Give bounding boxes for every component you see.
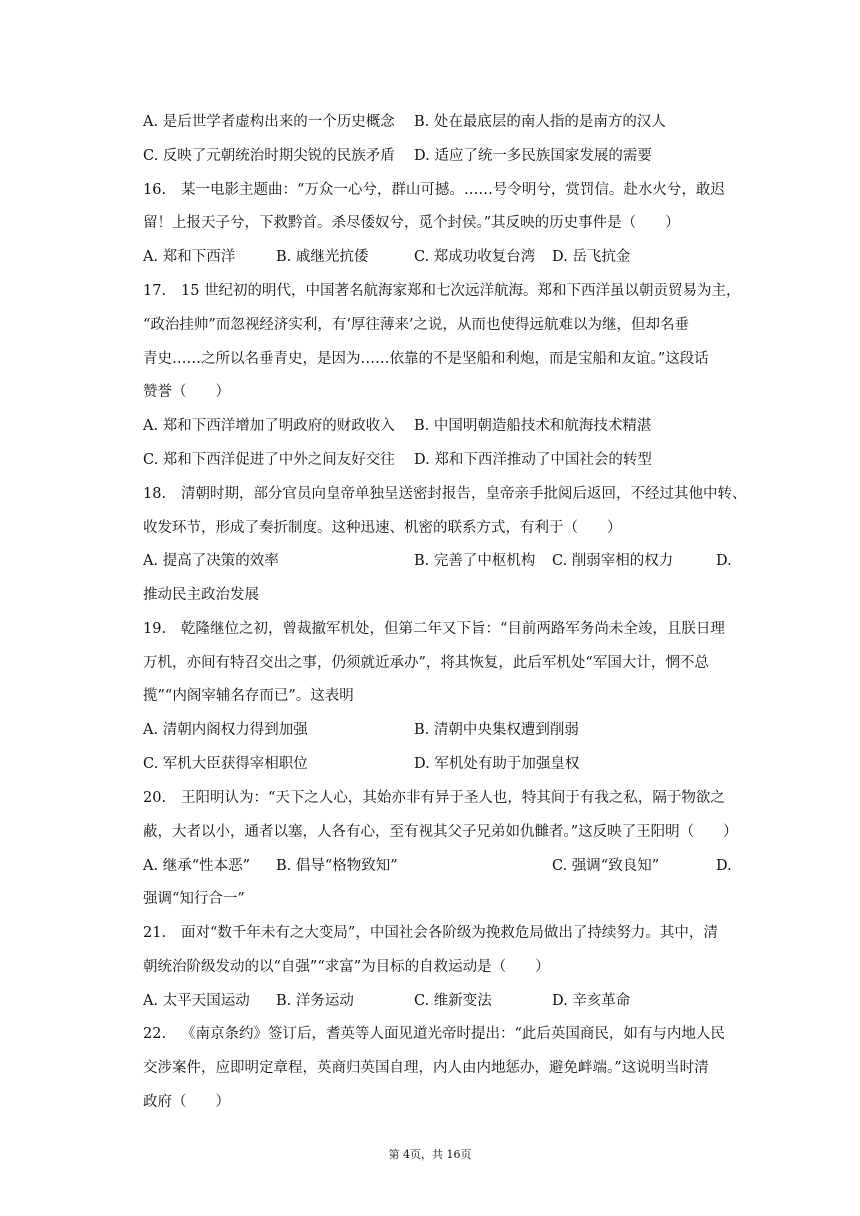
q22-stem-line-2: 交涉案件，应即明定章程，英商归英国自理，内人由内地惩办，避免衅端。”这说明当时清 (143, 1060, 709, 1076)
q20-stem-line-2: 蔽，大者以小，通者以塞，人各有心，至有视其父子兄弟如仇雠者。”这反映了王阳明（ ） (143, 824, 738, 840)
q15-option-c: C. 反映了元朝统治时期尖锐的民族矛盾 (143, 148, 395, 164)
q19-option-a: A. 清朝内阁权力得到加强 (143, 722, 308, 738)
q18-stem-line-1: 18. 清朝时期，部分官员向皇帝单独呈送密封报告，皇帝亲手批阅后返回，不经过其他中转、 (143, 486, 747, 502)
q18-option-b: B. 完善了中枢机构 (414, 553, 536, 569)
q15-option-a: A. 是后世学者虚构出来的一个历史概念 (143, 114, 395, 130)
q20-option-d-text: 强调“知行合一” (143, 891, 245, 907)
q21-number: 21. (143, 925, 167, 941)
q19-option-b: B. 清朝中央集权遭到削弱 (414, 722, 579, 738)
q17-stem-line-3: 青史……之所以名垂青史，是因为……依靠的不是坚船和利炮，而是宝船和友谊。”这段话 (143, 351, 709, 367)
q20-option-d-label: D. (716, 858, 732, 874)
q21-option-d: D. 辛亥革命 (552, 993, 631, 1009)
q18-option-c: C. 削弱宰相的权力 (552, 553, 674, 569)
q16-stem-line-1: 16. 某一电影主题曲：“万众一心兮，群山可撼。……号令明兮，赏罚信。赴水火兮，敢迟 (143, 182, 725, 198)
q19-stem-line-2: 万机，亦间有特召交出之事，仍须就近承办”，将其恢复，此后军机处“军国大计，惘不总 (143, 655, 709, 671)
q16-option-b: B. 戚继光抗倭 (276, 249, 369, 265)
q16-option-a: A. 郑和下西洋 (143, 249, 236, 265)
q16-option-d: D. 岳飞抗金 (552, 249, 631, 265)
q21-option-b: B. 洋务运动 (276, 993, 354, 1009)
q18-option-d-label: D. (716, 553, 732, 569)
q17-option-a: A. 郑和下西洋增加了明政府的财政收入 (143, 418, 395, 434)
q17-option-c: C. 郑和下西洋促进了中外之间友好交往 (143, 452, 395, 468)
q17-stem-line-1: 17. 15 世纪初的明代，中国著名航海家郑和七次远洋航海。郑和下西洋虽以朝贡贸易为主， (143, 283, 741, 299)
q17-number: 17. (143, 283, 167, 299)
q18-option-a: A. 提高了决策的效率 (143, 553, 279, 569)
q21-stem-line-1: 21. 面对“数千年未有之大变局”，中国社会各阶级为挽救危局做出了持续努力。其中，清 (143, 925, 718, 941)
q21-option-a: A. 太平天国运动 (143, 993, 250, 1009)
q20-number: 20. (143, 790, 167, 806)
q18-option-d-text: 推动民主政治发展 (143, 587, 259, 603)
q16-number: 16. (143, 182, 167, 198)
q17-stem-line-4: 赞誉（ ） (143, 384, 230, 400)
q16-stem-line-2: 留！上报天子兮，下救黔首。杀尽倭奴兮，觅个封侯。”其反映的历史事件是（ ） (143, 215, 680, 231)
page-footer: 第 4页，共 16页 (388, 1148, 472, 1161)
q20-option-b: B. 倡导“格物致知” (276, 858, 398, 874)
q15-option-b: B. 处在最底层的南人指的是南方的汉人 (414, 114, 666, 130)
q19-stem-line-1: 19. 乾隆继位之初，曾裁撤军机处，但第二年又下旨：“目前两路军务尚未全竣，且朕日理 (143, 621, 725, 637)
q17-option-d: D. 郑和下西洋推动了中国社会的转型 (414, 452, 652, 468)
q20-stem-line-1: 20. 王阳明认为：“天下之人心，其始亦非有异于圣人也，特其间于有我之私，隔于物欲之 (143, 790, 725, 806)
q18-stem-line-2: 收发环节，形成了奏折制度。这种迅速、机密的联系方式，有利于（ ） (143, 520, 622, 536)
q19-option-c: C. 军机大臣获得宰相职位 (143, 756, 308, 772)
q22-stem-line-3: 政府（ ） (143, 1094, 230, 1110)
q17-stem-line-2: “政治挂帅”而忽视经济实利，有‘厚往薄来’之说，从而也使得远航难以为继，但却名垂 (143, 317, 690, 333)
q19-option-d: D. 军机处有助于加强皇权 (414, 756, 580, 772)
q16-option-c: C. 郑成功收复台湾 (414, 249, 536, 265)
q15-option-d: D. 适应了统一多民族国家发展的需要 (414, 148, 652, 164)
q18-number: 18. (143, 486, 167, 502)
q22-number: 22. (143, 1026, 167, 1042)
q21-stem-line-2: 朝统治阶级发动的以“自强”“求富”为目标的自救运动是（ ） (143, 959, 550, 975)
q22-stem-line-1: 22. 《南京条约》签订后，耆英等人面见道光帝时提出：“此后英国商民，如有与内地人民 (143, 1026, 725, 1042)
q19-stem-line-3: 揽”“内阁宰辅名存而已”。这表明 (143, 688, 354, 704)
q21-option-c: C. 维新变法 (414, 993, 492, 1009)
q20-option-c: C. 强调“致良知” (552, 858, 660, 874)
q17-option-b: B. 中国明朝造船技术和航海技术精湛 (414, 418, 652, 434)
q19-number: 19. (143, 621, 167, 637)
q20-option-a: A. 继承“性本恶” (143, 858, 251, 874)
